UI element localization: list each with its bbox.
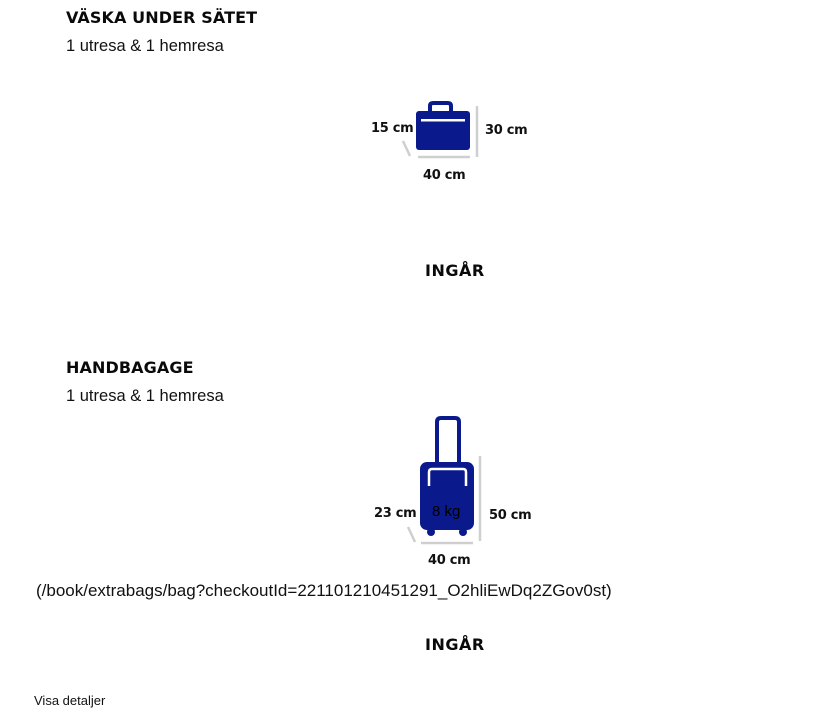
width-label: 40 cm [428,553,471,568]
height-label: 50 cm [489,508,532,523]
briefcase-icon [400,100,490,165]
section-title: HANDBAGAGE [66,358,194,377]
height-label: 30 cm [485,123,528,138]
included-status: INGÅR [425,635,485,654]
included-status: INGÅR [425,261,485,280]
section-subtitle: 1 utresa & 1 hemresa [66,387,224,405]
weight-label: 8 kg [432,503,461,520]
section-title: VÄSKA UNDER SÄTET [66,8,258,27]
extra-bags-link[interactable]: (/book/extrabags/bag?checkoutId=221101210451291_O2hliEwDq2ZGov0st) [36,581,612,600]
depth-label: 15 cm [371,121,414,136]
depth-label: 23 cm [374,506,417,521]
show-details-link[interactable]: Visa detaljer [34,693,106,708]
width-label: 40 cm [423,168,466,183]
rolling-suitcase-icon [403,414,493,549]
section-subtitle: 1 utresa & 1 hemresa [66,37,224,55]
